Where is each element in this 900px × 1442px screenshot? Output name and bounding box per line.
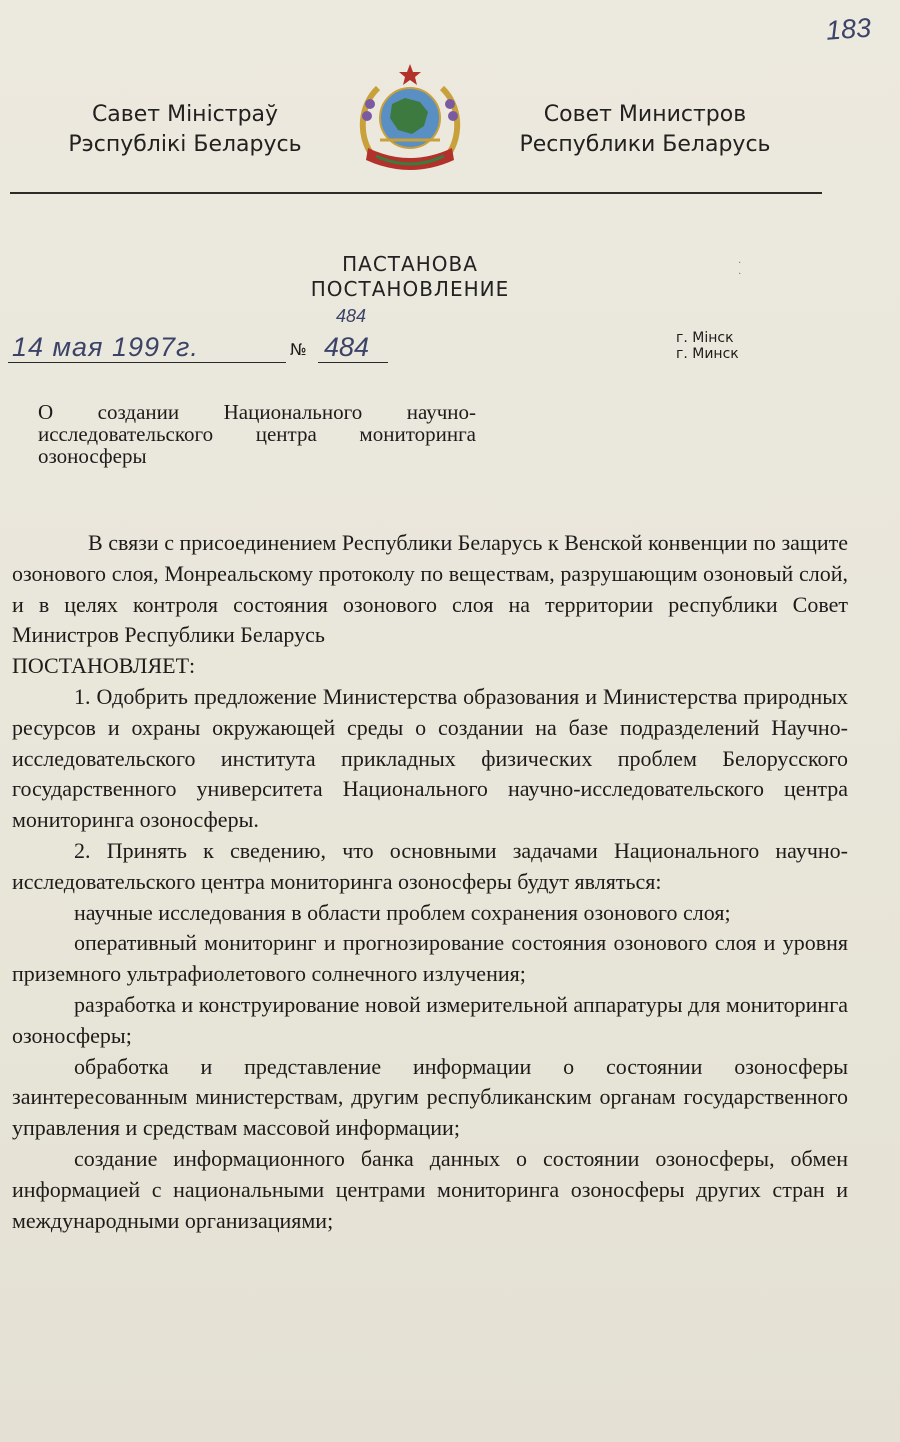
header-divider [10,192,822,194]
item-2-paragraph: 2. Принять к сведению, что основными задачами Национального научно-исследовательского центра мониторинга озоносферы будут являться: [12,837,848,894]
archive-page-number: 183 [824,12,873,46]
place-russian: г. Минск [676,346,739,362]
header-belarusian [40,100,330,160]
header-left-line2: Рэспублікі Беларусь [68,132,302,157]
number-field [318,330,388,363]
task-item: создание информационного банка данных о состоянии озоносферы, обмен информацией с национальными центрами мониторинга озоносферы других стран и международными организациями; [12,1145,848,1233]
task-item: разработка и конструирование новой измерительной аппаратуры для мониторинга озоносферы; [12,991,848,1048]
number-sign: № [290,340,307,359]
doc-type-belarusian: ПАСТАНОВА [342,252,478,276]
decree-word: ПОСТАНОВЛЯЕТ: [12,653,196,679]
header-right-line2: Республики Беларусь [519,132,771,157]
document-body [12,528,848,1236]
paper-speck: · · [738,258,742,280]
place-belarusian: г. Мінск [676,330,734,346]
doc-type-russian: ПОСТАНОВЛЕНИЕ [310,277,510,301]
number-annotation: 484 [336,306,367,326]
state-emblem-icon [350,60,470,180]
date-handwritten: 14 мая 1997г. [12,332,199,362]
task-item: обработка и представление информации о состоянии озоносферы заинтересованным министерствам, другим республиканским органам государственного управления и средствам массовой информации; [12,1053,848,1141]
header-russian [500,100,790,160]
preamble-paragraph: В связи с присоединением Республики Беларусь к Венской конвенции по защите озонового слоя, Монреальскому протоколу по веществам, разрушающим озоновый слой, и в целях контроля состояния озонового слоя на территории республики Совет Министров Республики Беларусь [12,530,848,648]
task-item: научные исследования в области проблем сохранения озонового слоя; [74,899,731,925]
task-item: оперативный мониторинг и прогнозирование состояния озонового слоя и уровня приземного ультрафиолетового солнечного излучения; [12,930,848,987]
item-1-paragraph: 1. Одобрить предложение Министерства образования и Министерства природных ресурсов и охраны окружающей среды о создании на базе подразделений Научно-исследовательского института прикладных физических проблем Белорусского государственного университета Национального научно-исследовательского центра мониторинга озоносферы. [12,683,848,833]
date-field [8,330,286,363]
header-left-line1: Савет Міністраў [91,102,279,127]
number-handwritten: 484 [324,332,370,362]
place-of-issue [676,330,739,362]
document-subject: О создании Национального научно-исследовательского центра мониторинга озоносферы [38,400,476,468]
header-right-line1: Совет Министров [543,102,747,127]
